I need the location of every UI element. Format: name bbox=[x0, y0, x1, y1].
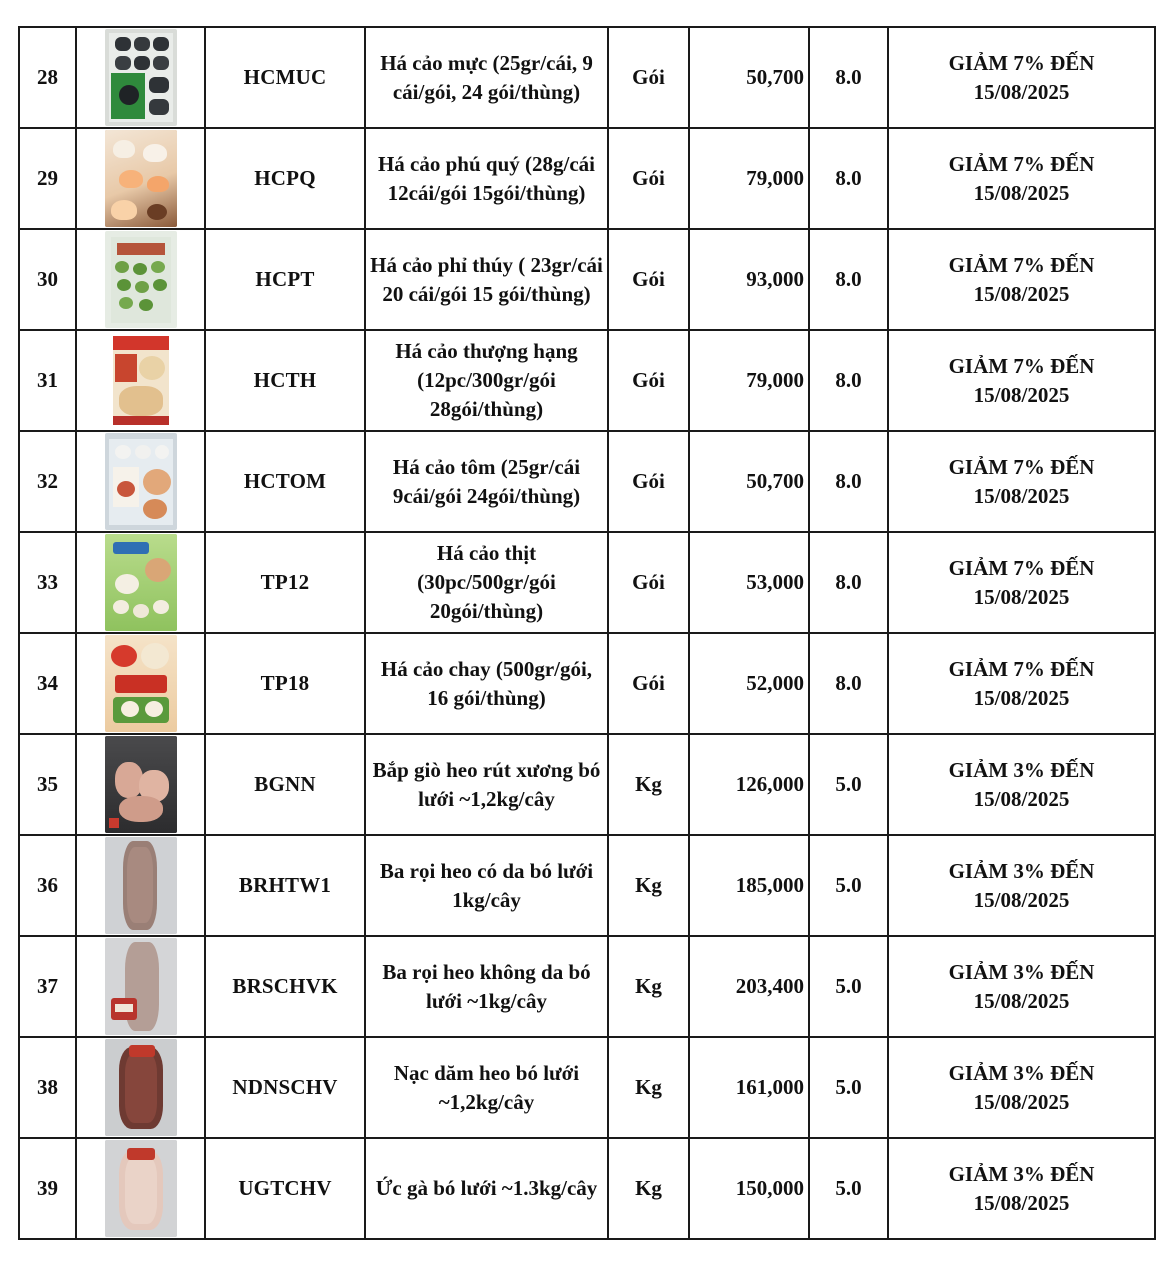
promotion bbox=[888, 431, 1155, 532]
promotion-date: 15/08/2025 bbox=[973, 988, 1070, 1013]
unit: Gói bbox=[608, 330, 689, 431]
row-number: 35 bbox=[19, 734, 76, 835]
table-row bbox=[19, 1138, 1155, 1239]
table-row bbox=[19, 229, 1155, 330]
price: 93,000 bbox=[689, 229, 809, 330]
table-row bbox=[19, 1037, 1155, 1138]
product-image-cell bbox=[76, 734, 205, 835]
rate: 8.0 bbox=[809, 532, 888, 633]
promotion-date: 15/08/2025 bbox=[973, 685, 1070, 710]
table-row bbox=[19, 431, 1155, 532]
product-image bbox=[105, 837, 177, 934]
promotion bbox=[888, 734, 1155, 835]
promotion-text: GIẢM 3% ĐẾN bbox=[948, 1060, 1095, 1085]
unit: Gói bbox=[608, 27, 689, 128]
product-image bbox=[105, 1140, 177, 1237]
promotion-date: 15/08/2025 bbox=[973, 584, 1070, 609]
product-image bbox=[105, 433, 177, 530]
promotion-text: GIẢM 7% ĐẾN bbox=[948, 50, 1095, 75]
table-row bbox=[19, 532, 1155, 633]
rate: 5.0 bbox=[809, 1138, 888, 1239]
product-image bbox=[105, 938, 177, 1035]
product-image bbox=[105, 29, 177, 126]
promotion-text: GIẢM 3% ĐẾN bbox=[948, 959, 1095, 984]
promotion-date: 15/08/2025 bbox=[973, 79, 1070, 104]
promotion-date: 15/08/2025 bbox=[973, 1190, 1070, 1215]
product-image bbox=[105, 736, 177, 833]
product-image-cell bbox=[76, 330, 205, 431]
product-image bbox=[105, 1039, 177, 1136]
row-number: 33 bbox=[19, 532, 76, 633]
product-code: TP12 bbox=[205, 532, 365, 633]
unit: Gói bbox=[608, 633, 689, 734]
rate: 5.0 bbox=[809, 1037, 888, 1138]
price: 52,000 bbox=[689, 633, 809, 734]
promotion-text: GIẢM 3% ĐẾN bbox=[948, 858, 1095, 883]
promotion bbox=[888, 936, 1155, 1037]
price: 126,000 bbox=[689, 734, 809, 835]
promotion-text: GIẢM 7% ĐẾN bbox=[948, 656, 1095, 681]
table-row bbox=[19, 27, 1155, 128]
promotion bbox=[888, 633, 1155, 734]
promotion-date: 15/08/2025 bbox=[973, 1089, 1070, 1114]
price: 185,000 bbox=[689, 835, 809, 936]
table-row bbox=[19, 734, 1155, 835]
product-name: Há cảo thượng hạng (12pc/300gr/gói 28gói/thùng) bbox=[365, 330, 608, 431]
rate: 8.0 bbox=[809, 128, 888, 229]
price: 203,400 bbox=[689, 936, 809, 1037]
unit: Kg bbox=[608, 1138, 689, 1239]
product-code: TP18 bbox=[205, 633, 365, 734]
promotion-text: GIẢM 3% ĐẾN bbox=[948, 757, 1095, 782]
product-code: HCPQ bbox=[205, 128, 365, 229]
product-image-cell bbox=[76, 128, 205, 229]
promotion-text: GIẢM 7% ĐẾN bbox=[948, 252, 1095, 277]
price: 53,000 bbox=[689, 532, 809, 633]
promotion-date: 15/08/2025 bbox=[973, 887, 1070, 912]
promotion-text: GIẢM 7% ĐẾN bbox=[948, 555, 1095, 580]
product-image bbox=[105, 332, 177, 429]
row-number: 31 bbox=[19, 330, 76, 431]
promotion bbox=[888, 128, 1155, 229]
row-number: 29 bbox=[19, 128, 76, 229]
promotion-date: 15/08/2025 bbox=[973, 382, 1070, 407]
product-image bbox=[105, 231, 177, 328]
promotion-date: 15/08/2025 bbox=[973, 281, 1070, 306]
product-code: HCTOM bbox=[205, 431, 365, 532]
rate: 8.0 bbox=[809, 633, 888, 734]
product-image-cell bbox=[76, 229, 205, 330]
product-image-cell bbox=[76, 936, 205, 1037]
promotion bbox=[888, 229, 1155, 330]
price-list-sheet bbox=[18, 26, 1154, 1260]
promotion bbox=[888, 532, 1155, 633]
promotion-date: 15/08/2025 bbox=[973, 180, 1070, 205]
product-name: Ba rọi heo có da bó lưới 1kg/cây bbox=[365, 835, 608, 936]
product-image bbox=[105, 130, 177, 227]
product-image-cell bbox=[76, 532, 205, 633]
table-row bbox=[19, 835, 1155, 936]
product-name: Há cảo phú quý (28g/cái 12cái/gói 15gói/thùng) bbox=[365, 128, 608, 229]
table-row bbox=[19, 330, 1155, 431]
price: 79,000 bbox=[689, 128, 809, 229]
table-row bbox=[19, 633, 1155, 734]
promotion-date: 15/08/2025 bbox=[973, 483, 1070, 508]
product-name: Bắp giò heo rút xương bó lưới ~1,2kg/cây bbox=[365, 734, 608, 835]
product-image-cell bbox=[76, 1138, 205, 1239]
unit: Kg bbox=[608, 734, 689, 835]
price: 79,000 bbox=[689, 330, 809, 431]
promotion bbox=[888, 27, 1155, 128]
price: 50,700 bbox=[689, 27, 809, 128]
row-number: 28 bbox=[19, 27, 76, 128]
product-image-cell bbox=[76, 431, 205, 532]
product-name: Há cảo thịt (30pc/500gr/gói 20gói/thùng) bbox=[365, 532, 608, 633]
product-image-cell bbox=[76, 27, 205, 128]
product-name: Ba rọi heo không da bó lưới ~1kg/cây bbox=[365, 936, 608, 1037]
promotion-date: 15/08/2025 bbox=[973, 786, 1070, 811]
unit: Kg bbox=[608, 936, 689, 1037]
product-code: HCPT bbox=[205, 229, 365, 330]
promotion-text: GIẢM 7% ĐẾN bbox=[948, 454, 1095, 479]
product-name: Ức gà bó lưới ~1.3kg/cây bbox=[365, 1138, 608, 1239]
table-row bbox=[19, 936, 1155, 1037]
row-number: 37 bbox=[19, 936, 76, 1037]
unit: Kg bbox=[608, 835, 689, 936]
promotion bbox=[888, 1037, 1155, 1138]
rate: 8.0 bbox=[809, 431, 888, 532]
unit: Gói bbox=[608, 229, 689, 330]
row-number: 32 bbox=[19, 431, 76, 532]
promotion-text: GIẢM 7% ĐẾN bbox=[948, 353, 1095, 378]
rate: 8.0 bbox=[809, 27, 888, 128]
product-code: HCMUC bbox=[205, 27, 365, 128]
unit: Kg bbox=[608, 1037, 689, 1138]
rate: 8.0 bbox=[809, 330, 888, 431]
product-name: Há cảo chay (500gr/gói, 16 gói/thùng) bbox=[365, 633, 608, 734]
row-number: 36 bbox=[19, 835, 76, 936]
product-price-table bbox=[18, 26, 1156, 1240]
row-number: 34 bbox=[19, 633, 76, 734]
row-number: 39 bbox=[19, 1138, 76, 1239]
product-image-cell bbox=[76, 633, 205, 734]
table-row bbox=[19, 128, 1155, 229]
rate: 5.0 bbox=[809, 835, 888, 936]
product-name: Há cảo phỉ thúy ( 23gr/cái 20 cái/gói 15 gói/thùng) bbox=[365, 229, 608, 330]
row-number: 30 bbox=[19, 229, 76, 330]
price: 150,000 bbox=[689, 1138, 809, 1239]
unit: Gói bbox=[608, 431, 689, 532]
product-name: Nạc dăm heo bó lưới ~1,2kg/cây bbox=[365, 1037, 608, 1138]
product-image-cell bbox=[76, 835, 205, 936]
product-code: BRSCHVK bbox=[205, 936, 365, 1037]
unit: Gói bbox=[608, 128, 689, 229]
rate: 5.0 bbox=[809, 936, 888, 1037]
promotion bbox=[888, 1138, 1155, 1239]
unit: Gói bbox=[608, 532, 689, 633]
product-image bbox=[105, 534, 177, 631]
promotion-text: GIẢM 3% ĐẾN bbox=[948, 1161, 1095, 1186]
rate: 5.0 bbox=[809, 734, 888, 835]
product-code: BGNN bbox=[205, 734, 365, 835]
product-code: HCTH bbox=[205, 330, 365, 431]
product-name: Há cảo mực (25gr/cái, 9 cái/gói, 24 gói/thùng) bbox=[365, 27, 608, 128]
promotion-text: GIẢM 7% ĐẾN bbox=[948, 151, 1095, 176]
row-number: 38 bbox=[19, 1037, 76, 1138]
rate: 8.0 bbox=[809, 229, 888, 330]
product-image bbox=[105, 635, 177, 732]
product-name: Há cảo tôm (25gr/cái 9cái/gói 24gói/thùng) bbox=[365, 431, 608, 532]
product-image-cell bbox=[76, 1037, 205, 1138]
product-code: BRHTW1 bbox=[205, 835, 365, 936]
price: 50,700 bbox=[689, 431, 809, 532]
product-code: UGTCHV bbox=[205, 1138, 365, 1239]
promotion bbox=[888, 835, 1155, 936]
product-code: NDNSCHV bbox=[205, 1037, 365, 1138]
price: 161,000 bbox=[689, 1037, 809, 1138]
promotion bbox=[888, 330, 1155, 431]
